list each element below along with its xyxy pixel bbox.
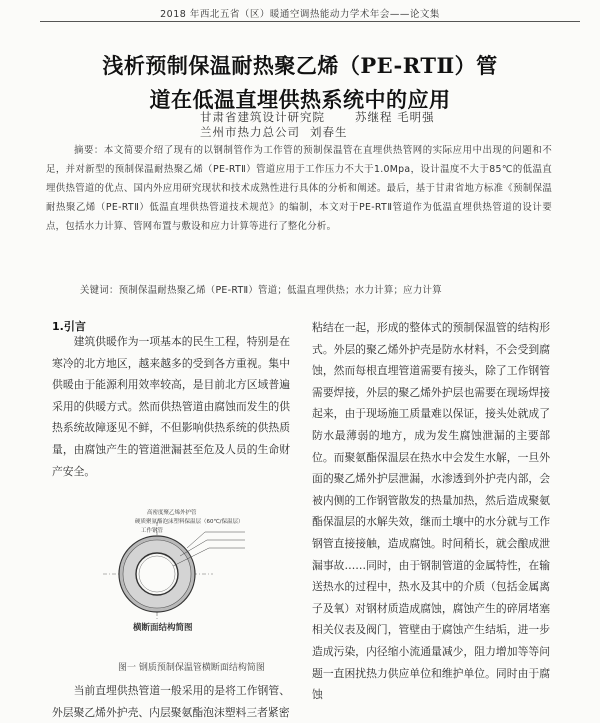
section-heading-introduction: 1.引言 xyxy=(52,320,86,333)
figure-inner-title: 横断面结构简图 xyxy=(133,623,193,633)
figure-caption: 图一 钢质预制保温管横断面结构简图 xyxy=(118,663,265,673)
abstract-label: 摘要： xyxy=(74,145,104,156)
figure-label-steel-pipe: 工作钢管 xyxy=(141,528,164,534)
author-affiliation-2: 兰州市热力总公司 xyxy=(200,125,300,139)
intro-paragraph-1: 建筑供暖作为一项基本的民生工程，特别是在寒冷的北方地区，越来越多的受到各方重视。集中供暖由于能源利用效率较高，是目前北方区域普遍采用的供暖方式。然而供热管道由腐蚀而发生的供热系统故障逐见不鲜，不但影响供热系统的供热质量，由腐蚀产生的管道泄漏甚至危及人员的生命财产安全。 xyxy=(52,335,290,478)
header-rule xyxy=(40,21,580,22)
paper-title-line1: 浅析预制保温耐热聚乙烯（PE-RTⅡ）管 xyxy=(102,53,498,78)
figure-label-outer-jacket: 高密度聚乙烯外护管 xyxy=(147,510,197,516)
pipe-cross-section-diagram xyxy=(95,508,280,638)
keywords xyxy=(80,282,442,296)
abstract-text: 本文简要介绍了现有的以钢制管作为工作管的预制保温管在直埋供热管网的实际应用中出现的问题和不足，并对新型的预制保温耐热聚乙烯（PE-RTⅡ）管道应用于工作压力不大于1.0Mpa，设计温度不大于85℃的低温直埋供热管道的优点、国内外应用研究现状和技术成熟性进行具体的分析和阐述。最后，基于甘肃省地方标准《预制保温耐热聚乙烯（PE-RTⅡ）低温直埋供热管道技术规范》的编制，本文对于PE-RTⅡ管道作为低温直埋供热管道的设计要点，包括水力计算、管网布置与敷设和应力计算等进行了整化分析。 xyxy=(46,145,552,232)
keywords-text: 预制保温耐热聚乙烯（PE-RTⅡ）管道；低温直埋供热；水力计算；应力计算 xyxy=(118,285,442,296)
right-paragraph: 粘结在一起，形成的整体式的预制保温管的结构形式。外层的聚乙烯外护壳是防水材料，不会受到腐蚀，然而每根直埋管道需要有接头，除了工作钢管需要焊接，外层的聚乙烯外护层也需要在现场焊接起来，由于现场施工质量难以保证，接头处就成了防水最薄弱的地方，成为发生腐蚀泄漏的主要部位。而聚氨酯保温层在热水中会发生水解，一旦外面的聚乙烯外护层泄漏，水渗透到外护壳内部，会被内侧的工作钢管散发的热量加热，然后造成聚氨酯保温层的水解失效，继而土壤中的水分就与工作钢管直接接触，造成腐蚀。时间稍长，就会酿成泄漏事故……同时，由于钢制管道的金属特性，在输送热水的过程中，热水及其中的介质（包括金属离子及氧）对钢材质造成腐蚀，腐蚀产生的碎屑堵塞相关仪表及阀门，管壁由于腐蚀产生结垢，进一步造成污染，内径缩小流通量减少，阻力增加等等问题一直困扰热力供应单位和维护单位。同时由于腐蚀 xyxy=(312,321,550,702)
running-header: 2018 年西北五省（区）暖通空调热能动力学术年会——论文集 xyxy=(160,9,440,20)
paper-title-line2: 道在低温直埋供热系统中的应用 xyxy=(149,87,451,112)
left-column-continued xyxy=(52,680,290,723)
left-column-body xyxy=(52,331,290,482)
pipe-bore xyxy=(139,556,175,592)
author-names-1: 苏继程 毛明强 xyxy=(355,110,435,124)
author-affiliation-1: 甘肃省建筑设计研究院 xyxy=(200,110,325,124)
intro-paragraph-2: 当前直埋供热管道一般采用的是将工作钢管、外层聚乙烯外护壳、内层聚氨酯泡沫塑料三者紧密 xyxy=(52,684,290,719)
right-column-body xyxy=(312,317,550,706)
figure-label-insulation: 硬质聚氨酯泡沫塑料保温层（60℃/保温层） xyxy=(135,519,244,525)
keywords-label: 关键词： xyxy=(80,285,119,296)
author-names-2: 刘春生 xyxy=(310,125,348,139)
abstract xyxy=(46,141,552,236)
pipe-cross-section-figure xyxy=(95,508,280,638)
